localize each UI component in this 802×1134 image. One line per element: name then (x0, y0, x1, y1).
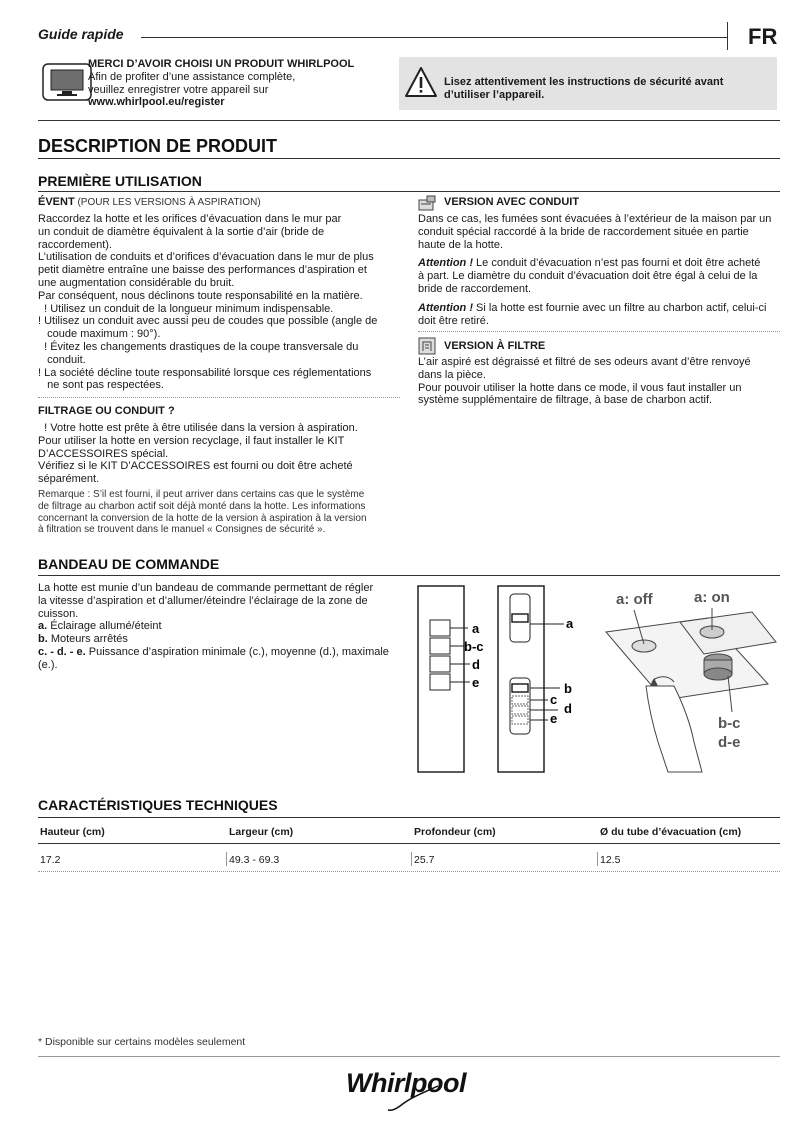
register-line-1: Afin de profiter d’une assistance complète, (88, 71, 296, 83)
attention-label: Attention ! (418, 302, 473, 314)
specs-rule-top (38, 817, 780, 818)
specs-title: CARACTÉRISTIQUES TECHNIQUES (38, 797, 278, 813)
control-panel-diagram (412, 582, 784, 774)
bandeau-body (38, 582, 403, 672)
panel-3-illustration (606, 589, 776, 772)
event-sub: (POUR LES VERSIONS À ASPIRATION) (74, 197, 261, 208)
attention-text: Le conduit d’évacuation n’est pas fourni et doit être acheté (472, 257, 761, 269)
filtrage-line: ! Votre hotte est prête à être utilisée dans la version à aspiration. (38, 422, 358, 434)
spec-separator (226, 852, 227, 866)
conduit-title: VERSION AVEC CONDUIT (444, 196, 580, 208)
p2-label-c: c (550, 692, 558, 707)
event-label: ÉVENT (38, 196, 75, 208)
safety-line-2: d’utiliser l’appareil. (444, 89, 545, 101)
p2-label-e: e (550, 711, 558, 726)
premiere-line: raccordement). (38, 238, 112, 251)
attention-label: Attention ! (418, 257, 473, 269)
p1-label-e: e (472, 675, 480, 690)
p1-label-a: a (472, 621, 480, 636)
remark-line: concernant la conversion de la hotte de la version à aspiration à la version (38, 512, 367, 524)
bandeau-line: la vitesse d’aspiration et d’allumer/éteindre l’éclairage de la zone de (38, 594, 368, 607)
bandeau-rule (38, 575, 780, 576)
filtre-title: VERSION À FILTRE (444, 340, 546, 352)
spec-header-tube: Ø du tube d’évacuation (cm) (600, 826, 742, 838)
remark-line: de filtrage au charbon actif soit déjà monté dans la hotte. Les informations (38, 500, 366, 512)
language-code: FR (748, 24, 778, 49)
premiere-line: coude maximum : 90°). (38, 328, 161, 341)
header-rule (141, 37, 727, 38)
conduit-line: haute de la hotte. (418, 238, 504, 251)
filtre-line: système supplémentaire de filtrage, à base de charbon actif. (418, 394, 713, 407)
bandeau-line: cuisson. (38, 607, 79, 620)
header-tick (727, 22, 728, 50)
brand-name: Whirlpool (346, 1068, 466, 1098)
premiere-line: ! Utilisez un conduit de la longueur minimum indispensable. (38, 302, 334, 315)
conduit-line: conduit spécial raccordé à la bride de raccordement située en partie (418, 225, 749, 238)
premiere-body (38, 213, 398, 392)
spec-header-depth: Profondeur (cm) (414, 826, 496, 838)
remark-line: à filtration se trouvent dans le manuel « Consignes de sécurité ». (38, 524, 326, 536)
spec-value-height: 17.2 (40, 854, 61, 866)
p3-label-on: a: on (694, 589, 730, 606)
spec-value-tube: 12.5 (600, 854, 621, 866)
register-url[interactable]: www.whirlpool.eu/register (88, 96, 225, 108)
spec-separator (411, 852, 412, 866)
description-title: DESCRIPTION DE PRODUIT (38, 136, 278, 156)
specs-dots (38, 871, 780, 872)
spec-separator (597, 852, 598, 866)
premiere-line: une augmentation considérable du bruit. (38, 276, 235, 289)
attention-text: bride de raccordement. (418, 282, 532, 295)
description-rule (38, 158, 780, 159)
filter-icon (418, 337, 436, 355)
left-dots-1 (38, 397, 400, 398)
filtrage-title: FILTRAGE OU CONDUIT ? (38, 405, 175, 417)
attention-text: Si la hotte est fournie avec un filtre au charbon actif, celui-ci (472, 302, 767, 314)
duct-icon (418, 195, 438, 211)
p3-label-de: d-e (718, 734, 741, 751)
premiere-line: ! Utilisez un conduit avec aussi peu de coudes que possible (angle de (38, 315, 378, 328)
legend-cde-text-2: (e.). (38, 658, 58, 671)
register-title: MERCI D’AVOIR CHOISI UN PRODUIT WHIRLPOOL (88, 58, 355, 70)
filtre-line: Pour pouvoir utiliser la hotte dans ce mode, il vous faut installer un (418, 381, 742, 394)
premiere-line: ne sont pas respectées. (38, 379, 164, 392)
p2-label-a: a (566, 616, 574, 631)
top-rule (38, 120, 780, 121)
legend-a-text: Éclairage allumé/éteint (47, 620, 162, 633)
right-dots-1 (418, 331, 780, 332)
safety-line-1: Lisez attentivement les instructions de sécurité avant (444, 76, 724, 88)
monitor-icon (42, 63, 92, 101)
bandeau-title: BANDEAU DE COMMANDE (38, 556, 220, 572)
legend-b-text: Moteurs arrêtés (47, 633, 128, 646)
footer-rule (38, 1056, 780, 1057)
guide-title: Guide rapide (38, 26, 124, 42)
event-heading (38, 196, 261, 210)
p2-label-d: d (564, 701, 572, 716)
legend-cde-text: Puissance d’aspiration minimale (c.), moyenne (d.), maximale (85, 645, 389, 658)
spec-header-width: Largeur (cm) (229, 826, 294, 838)
filtrage-line: Pour utiliser la hotte en version recyclage, il faut installer le KIT (38, 434, 345, 447)
remark-line: Remarque : S’il est fourni, il peut arriver dans certains cas que le système (38, 489, 365, 500)
filtre-line: dans la pièce. (418, 368, 486, 381)
warning-icon (404, 66, 438, 98)
bandeau-line: La hotte est munie d’un bandeau de commande permettant de régler (38, 582, 374, 594)
premiere-line: conduit. (38, 353, 86, 366)
conduit-attention-2 (418, 302, 780, 328)
p2-label-b: b (564, 681, 572, 696)
premiere-rule (38, 191, 780, 192)
filtrage-body (38, 422, 398, 486)
premiere-line: L’utilisation de conduits et d’orifices d’évacuation dans le mur de plus (38, 251, 374, 264)
brand-logo (340, 1064, 480, 1112)
panel-1 (418, 586, 484, 772)
panel-2 (498, 586, 574, 772)
spec-value-depth: 25.7 (414, 854, 435, 866)
premiere-line: ! La société décline toute responsabilité lorsque ces réglementations (38, 366, 372, 379)
spec-header-height: Hauteur (cm) (40, 826, 105, 838)
conduit-body (418, 213, 780, 251)
p1-label-bc: b-c (464, 639, 484, 654)
legend-a-label: a. (38, 620, 48, 633)
spec-value-width: 49.3 - 69.3 (229, 854, 280, 866)
p3-label-bc: b-c (718, 715, 741, 732)
specs-rule-mid (38, 843, 780, 844)
p3-label-off: a: off (616, 591, 653, 608)
register-line-2: veuillez enregistrer votre appareil sur (88, 84, 269, 96)
premiere-line: petit diamètre entraîne une baisse des performances d’aspiration et (38, 264, 367, 277)
footer-note: * Disponible sur certains modèles seulement (38, 1036, 246, 1048)
legend-b-label: b. (38, 633, 48, 646)
attention-text: à part. Le diamètre du conduit d’évacuation doit être égal à celui de la (418, 269, 758, 282)
filtrage-line: D’ACCESSOIRES spécial. (38, 447, 169, 460)
filtrage-line: séparément. (38, 473, 100, 486)
filtrage-line: Vérifiez si le KIT D’ACCESSOIRES est fourni ou doit être acheté (38, 460, 353, 473)
premiere-line: Par conséquent, nous déclinons toute responsabilité en la matière. (38, 289, 363, 302)
attention-text: doit être retiré. (418, 314, 489, 327)
premiere-line: ! Évitez les changements drastiques de la coupe transversale du (38, 340, 359, 353)
premiere-title: PREMIÈRE UTILISATION (38, 173, 202, 189)
premiere-line: Raccordez la hotte et les orifices d’évacuation dans le mur par (38, 213, 342, 225)
premiere-line: un conduit de diamètre équivalent à la sortie d’air (bride de (38, 225, 325, 238)
p1-label-d: d (472, 657, 480, 672)
conduit-line: Dans ce cas, les fumées sont évacuées à l’extérieur de la maison par un (418, 213, 772, 225)
legend-cde-label: c. - d. - e. (38, 645, 86, 658)
filtre-line: L’air aspiré est dégraissé et filtré de ses odeurs avant d’être renvoyé (418, 356, 751, 368)
filtrage-remark (38, 489, 403, 536)
filtre-body (418, 356, 780, 407)
conduit-attention-1 (418, 257, 780, 295)
brand-swoosh (380, 1084, 440, 1112)
